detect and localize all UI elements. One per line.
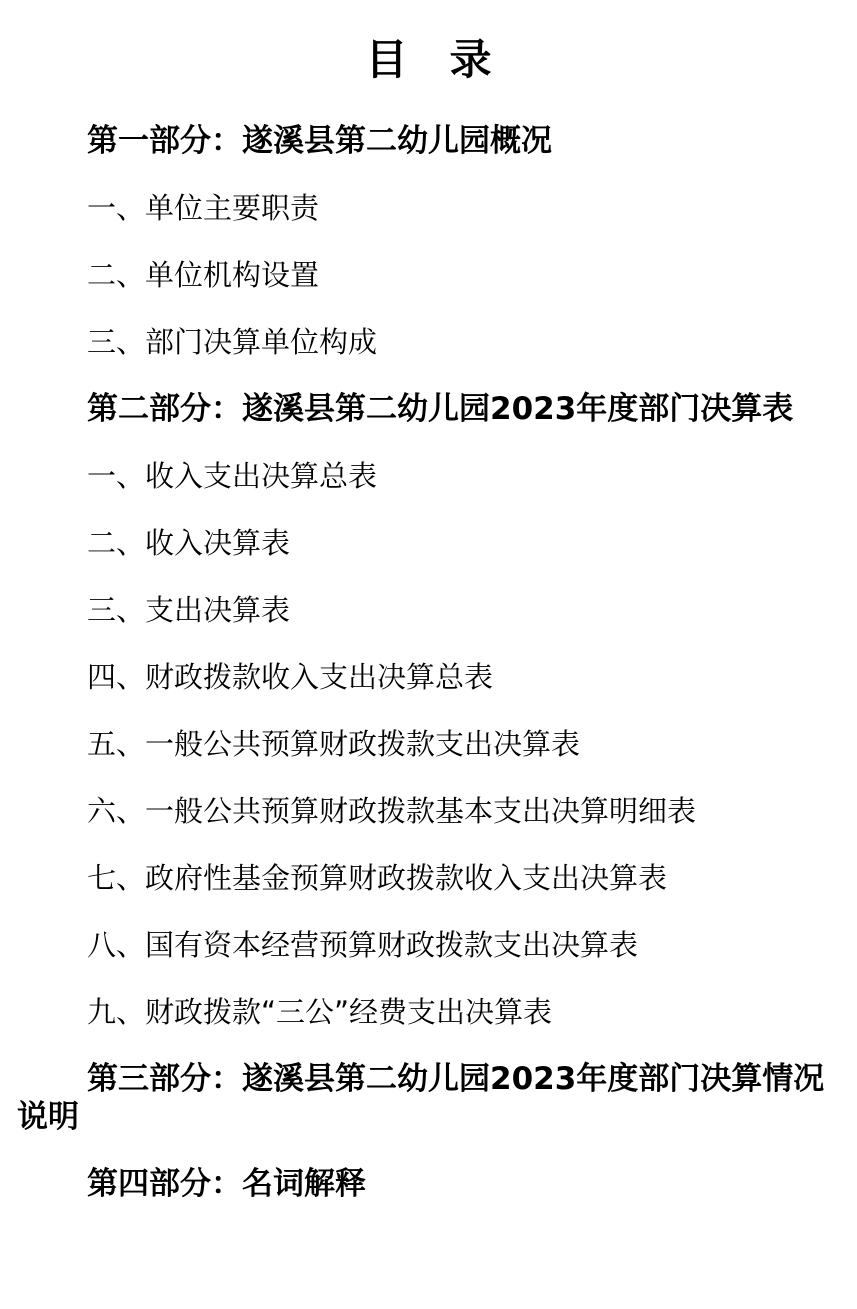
page-title: 目 录	[365, 35, 492, 84]
toc-item: 六、一般公共预算财政拨款基本支出决算明细表	[87, 794, 697, 828]
toc-item: 三、部门决算单位构成	[87, 325, 378, 359]
toc-part-heading: 第四部分：名词解释	[87, 1166, 366, 1202]
toc-part-heading: 第二部分：遂溪县第二幼儿园2023年度部门决算表	[87, 391, 794, 427]
toc-item: 九、财政拨款“三公”经费支出决算表	[87, 995, 553, 1029]
toc-item: 七、政府性基金预算财政拨款收入支出决算表	[87, 861, 668, 895]
toc-list	[17, 122, 849, 1203]
toc-part-heading: 第一部分：遂溪县第二幼儿园概况	[87, 123, 552, 159]
toc-item: 一、收入支出决算总表	[87, 459, 378, 493]
toc-item: 五、一般公共预算财政拨款支出决算表	[87, 727, 581, 761]
toc-item: 二、单位机构设置	[87, 258, 320, 292]
toc-part-heading: 第三部分：遂溪县第二幼儿园2023年度部门决算情况说明	[17, 1061, 825, 1135]
toc-item: 四、财政拨款收入支出决算总表	[87, 660, 494, 694]
toc-item: 八、国有资本经营预算财政拨款支出决算表	[87, 928, 639, 962]
toc-item: 二、收入决算表	[87, 526, 291, 560]
toc-item: 一、单位主要职责	[87, 191, 320, 225]
toc-item: 三、支出决算表	[87, 593, 291, 627]
